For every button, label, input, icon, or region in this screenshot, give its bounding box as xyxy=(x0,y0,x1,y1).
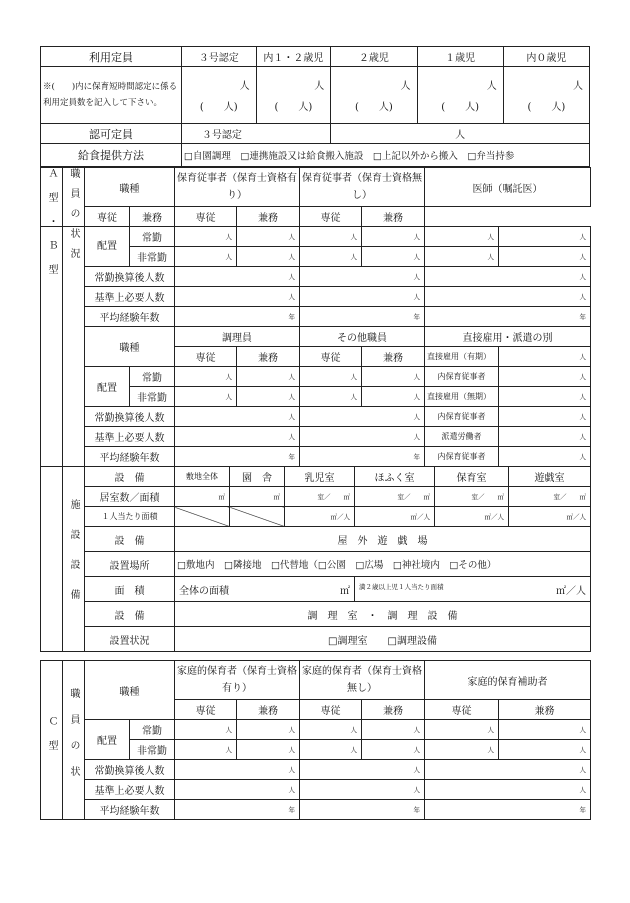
v-kn-s-j[interactable]: 人 xyxy=(300,720,362,740)
hoiku-no-senju: 専従 xyxy=(175,207,237,227)
v-hn-k-h[interactable]: 人 xyxy=(362,247,425,267)
v-hj-k-j[interactable]: 人 xyxy=(499,720,591,740)
hoiku-yes-kenmu: 兼務 xyxy=(130,207,175,227)
chori-setsubi-heading: 調 理 室 ・ 調 理 設 備 xyxy=(175,602,591,627)
v-hn-kanzan[interactable]: 人 xyxy=(300,267,425,287)
chokusetsu-yuki: 直接雇用（有期） xyxy=(425,347,499,367)
col-katei-no: 家庭的保育者（保育士資格無し） xyxy=(300,661,425,700)
shisetsu-label: 施設設備 xyxy=(63,467,85,652)
v-hy-s-h[interactable]: 人 xyxy=(175,247,237,267)
heikin-1: 平均経験年数 xyxy=(85,307,175,327)
v-ch-s-h[interactable]: 人 xyxy=(175,387,237,407)
sonota-kenmu: 兼務 xyxy=(362,347,425,367)
v-is-kijun[interactable]: 人 xyxy=(425,287,591,307)
v-ky-s-j[interactable]: 人 xyxy=(175,720,237,740)
header-1sai: １歳児 xyxy=(417,47,503,67)
v-uchi-1[interactable]: 人 xyxy=(499,367,591,387)
room-hofuku: ほふく室 xyxy=(355,467,435,487)
v-ky-k-j[interactable]: 人 xyxy=(237,720,300,740)
c-jokin: 常勤 xyxy=(130,720,175,740)
v-kn-kijun[interactable]: 人 xyxy=(300,780,425,800)
v-ch-heikin[interactable]: 年 xyxy=(175,447,300,467)
c-kijun: 基準上必要人数 xyxy=(85,780,175,800)
v-ch-kanzan[interactable]: 人 xyxy=(175,407,300,427)
v-hy-s-j[interactable]: 人 xyxy=(175,227,237,247)
diag-shikichi xyxy=(175,507,230,527)
capacity-table xyxy=(40,46,590,167)
v-hofuku-per[interactable]: ㎡／人 xyxy=(355,507,435,527)
v-ky-s-h[interactable]: 人 xyxy=(175,740,237,760)
facility-form xyxy=(40,46,590,820)
chori-kenmu: 兼務 xyxy=(237,347,300,367)
kijun-1: 基準上必要人数 xyxy=(85,287,175,307)
ab-staff-block-1 xyxy=(40,226,591,467)
v-so-kijun[interactable]: 人 xyxy=(300,427,425,447)
v-so-k-j[interactable]: 人 xyxy=(362,367,425,387)
v-shikichi-m2[interactable]: ㎡ xyxy=(175,487,230,507)
heikin-2: 平均経験年数 xyxy=(85,447,175,467)
ab-group-label: Ａ型・Ｂ型 xyxy=(41,168,63,227)
ab-shokushu-1: 職種 xyxy=(85,168,175,207)
per-person-label: １人当たり面積 xyxy=(85,507,175,527)
ishi-kenmu: 兼務 xyxy=(362,207,425,227)
v-hn-kijun[interactable]: 人 xyxy=(300,287,425,307)
v-so-k-h[interactable]: 人 xyxy=(362,387,425,407)
c-staff-label: 職員の状 xyxy=(63,661,85,820)
col-hoiku-no: 保育従事者（保育士資格無し） xyxy=(300,168,425,207)
cap-cell-uchi12[interactable]: 人 ( 人) xyxy=(256,67,331,124)
menseki-label: 面 積 xyxy=(85,577,175,602)
basho-options[interactable]: □敷地内 □隣接地 □代替地（□公園 □広場 □神社境内 □その他） xyxy=(175,552,591,577)
facility-table xyxy=(40,466,591,652)
v-is-k-j[interactable]: 人 xyxy=(499,227,591,247)
v-yuki[interactable]: 人 xyxy=(499,347,591,367)
kanzan-2: 常勤換算後人数 xyxy=(85,407,175,427)
v-kn-heikin[interactable]: 年 xyxy=(300,800,425,820)
hoiku-no-kenmu: 兼務 xyxy=(237,207,300,227)
ninka-kind: ３号認定 xyxy=(181,124,330,144)
ninka-label: 認可定員 xyxy=(41,124,182,144)
setchi-basho-label: 設置場所 xyxy=(85,552,175,577)
col-chokusetsu: 直接雇用・派遣の別 xyxy=(425,327,591,347)
ab-staff-label: 職員の状況 xyxy=(63,168,85,227)
hj-kenmu: 兼務 xyxy=(499,700,591,720)
v-hn-s-j[interactable]: 人 xyxy=(300,227,362,247)
haichi-2: 配置 xyxy=(85,367,130,407)
v-kn-k-h[interactable]: 人 xyxy=(362,740,425,760)
jokyo-options[interactable]: □調理室 □調理設備 xyxy=(175,627,591,652)
riyou-note: ※( )内に保育短時間認定に係る利用定員数を記入して下さい。 xyxy=(41,67,182,124)
setsubi-label-1: 設 備 xyxy=(85,467,175,487)
v-hj-kijun[interactable]: 人 xyxy=(425,780,591,800)
c-heikin: 平均経験年数 xyxy=(85,800,175,820)
v-ky-kijun[interactable]: 人 xyxy=(175,780,300,800)
cap-cell-3gou[interactable]: 人 ( 人) xyxy=(181,67,256,124)
v-yugi-room[interactable]: 室／ ㎡ xyxy=(509,487,591,507)
kn-senju: 専従 xyxy=(300,700,362,720)
chokusetsu-muki: 直接雇用（無期） xyxy=(425,387,499,407)
v-hy-kijun[interactable]: 人 xyxy=(175,287,300,307)
header-2sai: ２歳児 xyxy=(331,47,417,67)
v-ch-k-j[interactable]: 人 xyxy=(237,367,300,387)
v-ch-k-h[interactable]: 人 xyxy=(237,387,300,407)
cap-cell-1sai[interactable]: 人 ( 人) xyxy=(417,67,503,124)
kanzan-1: 常勤換算後人数 xyxy=(85,267,175,287)
v-nyuji-room[interactable]: 室／ ㎡ xyxy=(285,487,355,507)
v-muki[interactable]: 人 xyxy=(499,387,591,407)
v-ensha-m2[interactable]: ㎡ xyxy=(230,487,285,507)
fac-group-spacer xyxy=(41,467,63,652)
cap-cell-2sai[interactable]: 人 ( 人) xyxy=(331,67,417,124)
col-sonota: その他職員 xyxy=(300,327,425,347)
v-nyuji-per[interactable]: ㎡／人 xyxy=(285,507,355,527)
c-hijokin: 非常勤 xyxy=(130,740,175,760)
v-hofuku-room[interactable]: 室／ ㎡ xyxy=(355,487,435,507)
haken: 派遣労働者 xyxy=(425,427,499,447)
c-kanzan: 常勤換算後人数 xyxy=(85,760,175,780)
v-ky-kanzan[interactable]: 人 xyxy=(175,760,300,780)
v-hj-k-h[interactable]: 人 xyxy=(499,740,591,760)
kijun-2: 基準上必要人数 xyxy=(85,427,175,447)
v-uchi-2[interactable]: 人 xyxy=(499,407,591,427)
okugai-heading: 屋 外 遊 戯 場 xyxy=(175,527,591,552)
v-hn-heikin[interactable]: 年 xyxy=(300,307,425,327)
v-is-heikin[interactable]: 年 xyxy=(425,307,591,327)
jokin-1: 常勤 xyxy=(130,227,175,247)
hijokin-1: 非常勤 xyxy=(130,247,175,267)
col-ishi: 医師（嘱託医） xyxy=(425,168,591,207)
setsubi-label-2: 設 備 xyxy=(85,527,175,552)
v-ky-heikin[interactable]: 年 xyxy=(175,800,300,820)
v-so-kanzan[interactable]: 人 xyxy=(300,407,425,427)
kyoshitsu-label: 居室数／面積 xyxy=(85,487,175,507)
v-hj-s-h[interactable]: 人 xyxy=(425,740,499,760)
v-is-kanzan[interactable]: 人 xyxy=(425,267,591,287)
v-hy-kanzan[interactable]: 人 xyxy=(175,267,300,287)
uchi-hoiku-1: 内保育従事者 xyxy=(425,367,499,387)
v-uchi-3[interactable]: 人 xyxy=(499,447,591,467)
kyushoku-label: 給食提供方法 xyxy=(41,144,182,167)
ab-shokushu-2: 職種 xyxy=(85,327,175,367)
v-haken[interactable]: 人 xyxy=(499,427,591,447)
v-kn-s-h[interactable]: 人 xyxy=(300,740,362,760)
v-hn-s-h[interactable]: 人 xyxy=(300,247,362,267)
header-3gou: ３号認定 xyxy=(181,47,256,67)
setchi-jokyo-label: 設置状況 xyxy=(85,627,175,652)
col-hoiku-yes: 保育従事者（保育士資格有り） xyxy=(175,168,300,207)
v-so-s-j[interactable]: 人 xyxy=(300,367,362,387)
v-ch-kijun[interactable]: 人 xyxy=(175,427,300,447)
v-hj-heikin[interactable]: 年 xyxy=(425,800,591,820)
over2-cell[interactable]: 満２歳以上児１人当たり面積 ㎡／人 xyxy=(355,577,591,602)
kn-kenmu: 兼務 xyxy=(362,700,425,720)
chori-senju: 専従 xyxy=(175,347,237,367)
hijokin-2: 非常勤 xyxy=(130,387,175,407)
v-hn-k-j[interactable]: 人 xyxy=(362,227,425,247)
setsubi-label-3: 設 備 xyxy=(85,602,175,627)
v-kn-kanzan[interactable]: 人 xyxy=(300,760,425,780)
v-hy-k-j[interactable]: 人 xyxy=(237,227,300,247)
col-katei-yes: 家庭的保育者（保育士資格有り） xyxy=(175,661,300,700)
v-hoiku-per[interactable]: ㎡／人 xyxy=(435,507,509,527)
uchi-hoiku-3: 内保育従事者 xyxy=(425,447,499,467)
header-uchi0: 内０歳児 xyxy=(503,47,589,67)
jokin-2: 常勤 xyxy=(130,367,175,387)
ky-kenmu: 兼務 xyxy=(237,700,300,720)
zentai-cell[interactable]: 全体の面積 ㎡ xyxy=(175,577,355,602)
room-nyuji: 乳児室 xyxy=(285,467,355,487)
room-hoiku: 保育室 xyxy=(435,467,509,487)
c-shokushu: 職種 xyxy=(85,661,175,720)
sonota-senju: 専従 xyxy=(300,347,362,367)
v-so-heikin[interactable]: 年 xyxy=(300,447,425,467)
v-is-s-h[interactable]: 人 xyxy=(425,247,499,267)
v-ky-k-h[interactable]: 人 xyxy=(237,740,300,760)
v-ch-s-j[interactable]: 人 xyxy=(175,367,237,387)
haichi-1: 配置 xyxy=(85,227,130,267)
v-hoiku-room[interactable]: 室／ ㎡ xyxy=(435,487,509,507)
diag-ensha xyxy=(230,507,285,527)
v-hy-k-h[interactable]: 人 xyxy=(237,247,300,267)
v-kn-k-j[interactable]: 人 xyxy=(362,720,425,740)
ishi-senju: 専従 xyxy=(300,207,362,227)
v-hj-s-j[interactable]: 人 xyxy=(425,720,499,740)
v-is-s-j[interactable]: 人 xyxy=(425,227,499,247)
col-chori: 調理員 xyxy=(175,327,300,347)
uchi-hoiku-2: 内保育従事者 xyxy=(425,407,499,427)
c-group-label: Ｃ型 xyxy=(41,661,63,820)
kyushoku-options[interactable]: □自園調理 □連携施設又は給食搬入施設 □上記以外から搬入 □弁当持参 xyxy=(181,144,589,167)
col-hojo: 家庭的保育補助者 xyxy=(425,661,591,700)
c-haichi: 配置 xyxy=(85,720,130,760)
v-hj-kanzan[interactable]: 人 xyxy=(425,760,591,780)
v-hy-heikin[interactable]: 年 xyxy=(175,307,300,327)
v-is-k-h[interactable]: 人 xyxy=(499,247,591,267)
riyou-label: 利用定員 xyxy=(41,47,182,67)
hoiku-yes-senju: 専従 xyxy=(85,207,130,227)
header-uchi12: 内１・２歳児 xyxy=(256,47,331,67)
room-yugi: 遊戯室 xyxy=(509,467,591,487)
v-yugi-per[interactable]: ㎡／人 xyxy=(509,507,591,527)
c-type-table xyxy=(40,660,591,820)
ky-senju: 専従 xyxy=(175,700,237,720)
room-ensha: 園 舎 xyxy=(230,467,285,487)
room-shikichi: 敷地全体 xyxy=(175,467,230,487)
hj-senju: 専従 xyxy=(425,700,499,720)
v-so-s-h[interactable]: 人 xyxy=(300,387,362,407)
ninka-value[interactable]: 人 xyxy=(331,124,590,144)
cap-cell-uchi0[interactable]: 人 ( 人) xyxy=(503,67,589,124)
